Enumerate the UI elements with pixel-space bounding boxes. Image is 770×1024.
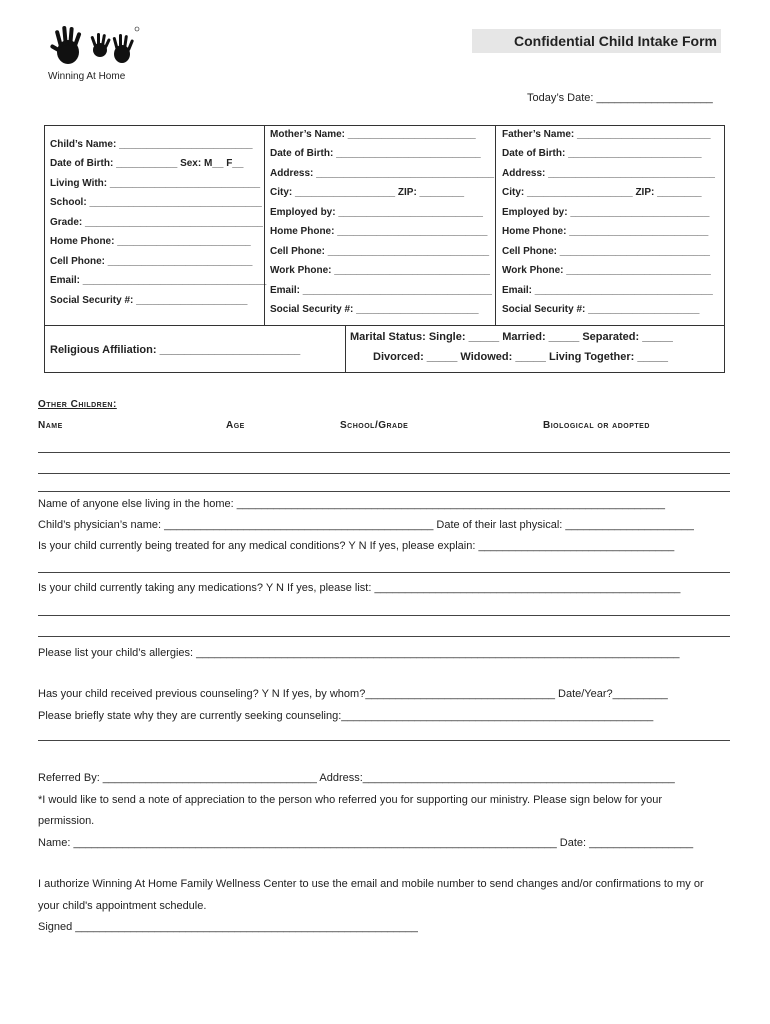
- others-living-field[interactable]: Name of anyone else living in the home: ______________________________________________________________________: [38, 498, 665, 510]
- marital-status-line2[interactable]: Divorced: _____ Widowed: _____ Living Together: _____: [373, 351, 668, 363]
- medical-extra-line[interactable]: [38, 572, 730, 573]
- medical-conditions-field[interactable]: Is your child currently being treated for any medical conditions? Y N If yes, please explain: ________________________________: [38, 540, 675, 552]
- father-name-field[interactable]: Father’s Name: ________________________: [502, 129, 711, 140]
- mother-email-field[interactable]: Email: __________________________________: [270, 285, 492, 296]
- mother-dob-field[interactable]: Date of Birth: __________________________: [270, 148, 481, 159]
- father-employed-field[interactable]: Employed by: _________________________: [502, 207, 710, 218]
- child-email-field[interactable]: Email: _________________________________: [50, 275, 267, 286]
- previous-counseling-field[interactable]: Has your child received previous counseling? Y N If yes, by whom?_______________________________ Date/Year?_________: [38, 688, 668, 700]
- father-email-field[interactable]: Email: ________________________________: [502, 285, 713, 296]
- why-counseling-field[interactable]: Please briefly state why they are currently seeking counseling:___________________________________________________: [38, 710, 654, 722]
- other-child-line-2[interactable]: [38, 473, 730, 474]
- other-child-line-1[interactable]: [38, 452, 730, 453]
- child-name-field[interactable]: Child’s Name: ________________________: [50, 139, 253, 150]
- mother-cell-phone-field[interactable]: Cell Phone: _____________________________: [270, 246, 490, 257]
- child-ssn-field[interactable]: Social Security #: ____________________: [50, 295, 248, 306]
- father-work-phone-field[interactable]: Work Phone: __________________________: [502, 265, 711, 276]
- col-name-header: Name: [38, 420, 63, 431]
- marital-status-line1[interactable]: Marital Status: Single: _____ Married: _____ Separated: _____: [350, 331, 673, 343]
- medications-extra-line-2[interactable]: [38, 636, 730, 637]
- appreciation-text-1: *I would like to send a note of appreciation to the person who referred you for supporting our ministry. Please sign below for your: [38, 794, 663, 806]
- mother-address-field[interactable]: Address: ________________________________: [270, 168, 495, 179]
- col-school-header: School/Grade: [340, 420, 409, 431]
- mother-city-zip-field[interactable]: City: __________________ ZIP: ________: [270, 187, 465, 198]
- father-cell-phone-field[interactable]: Cell Phone: ___________________________: [502, 246, 710, 257]
- mother-ssn-field[interactable]: Social Security #: ______________________: [270, 304, 479, 315]
- form-title: Confidential Child Intake Form: [472, 29, 721, 53]
- child-living-with-field[interactable]: Living With: ___________________________: [50, 178, 261, 189]
- medications-field[interactable]: Is your child currently taking any medications? Y N If yes, please list: __________________________________________________: [38, 582, 681, 594]
- child-grade-field[interactable]: Grade: ________________________________: [50, 217, 263, 228]
- signed-field[interactable]: Signed ________________________________________________________: [38, 921, 418, 933]
- child-home-phone-field[interactable]: Home Phone: ________________________: [50, 236, 251, 247]
- name-date-field[interactable]: Name: _______________________________________________________________________________ Date: _________________: [38, 837, 694, 849]
- child-dob-sex-field[interactable]: Date of Birth: ___________ Sex: M__ F__: [50, 158, 244, 169]
- col-age-header: Age: [226, 420, 245, 431]
- child-cell-phone-field[interactable]: Cell Phone: __________________________: [50, 256, 253, 267]
- mother-employed-field[interactable]: Employed by: __________________________: [270, 207, 483, 218]
- other-children-heading: Other Children:: [38, 399, 117, 410]
- mother-work-phone-field[interactable]: Work Phone: ____________________________: [270, 265, 490, 276]
- religious-affiliation-field[interactable]: Religious Affiliation: _______________________: [50, 344, 301, 356]
- why-counseling-extra-line[interactable]: [38, 740, 730, 741]
- authorize-text-2: your child's appointment schedule.: [38, 900, 207, 912]
- child-school-field[interactable]: School: _______________________________: [50, 197, 262, 208]
- logo-text: Winning At Home: [48, 71, 126, 82]
- mother-home-phone-field[interactable]: Home Phone: ___________________________: [270, 226, 488, 237]
- medications-extra-line-1[interactable]: [38, 615, 730, 616]
- father-dob-field[interactable]: Date of Birth: ________________________: [502, 148, 702, 159]
- col-bio-header: Biological or adopted: [543, 420, 650, 431]
- referred-by-field[interactable]: Referred By: ___________________________________ Address:___________________________________________________: [38, 772, 675, 784]
- mother-name-field[interactable]: Mother’s Name: _______________________: [270, 129, 476, 140]
- father-address-field[interactable]: Address: ______________________________: [502, 168, 715, 179]
- appreciation-text-2: permission.: [38, 815, 95, 827]
- physician-field[interactable]: Child’s physician’s name: ____________________________________________ Date of their last physical: _____________________: [38, 519, 694, 531]
- authorize-text-1: I authorize Winning At Home Family Wellness Center to use the email and mobile number to send changes and/or confirmations to my or: [38, 878, 704, 890]
- allergies-field[interactable]: Please list your child’s allergies: _______________________________________________________________________________: [38, 647, 680, 659]
- todays-date-field[interactable]: Today’s Date: ___________________: [527, 92, 713, 104]
- other-child-line-3[interactable]: [38, 491, 730, 492]
- father-ssn-field[interactable]: Social Security #: ____________________: [502, 304, 700, 315]
- father-home-phone-field[interactable]: Home Phone: _________________________: [502, 226, 709, 237]
- father-city-zip-field[interactable]: City: ___________________ ZIP: ________: [502, 187, 702, 198]
